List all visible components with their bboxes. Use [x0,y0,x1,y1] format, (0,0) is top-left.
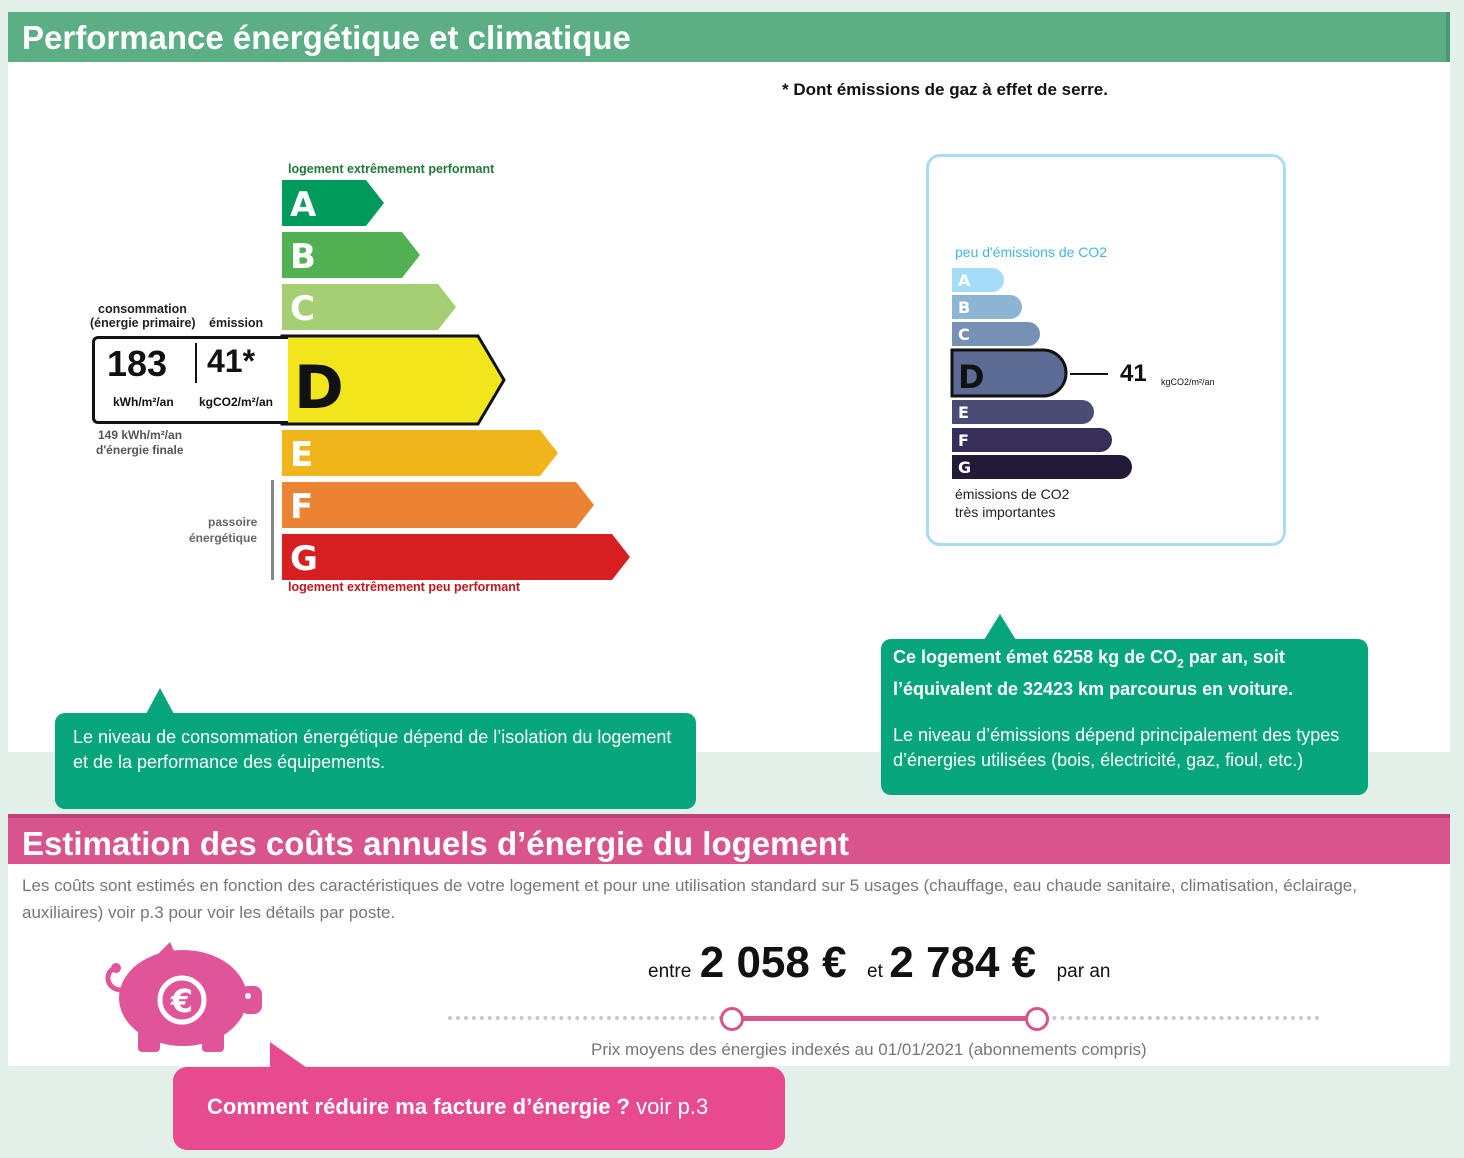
climate-class-b-letter: B [958,298,971,317]
climate-bottom-label-line1: émissions de CO2 [955,486,1070,502]
cost-per-year-label: par an [1056,961,1111,982]
energy-class-e-bar [280,428,562,478]
reduce-bill-bubble[interactable] [173,1067,785,1150]
energy-class-a-letter: A [290,185,317,225]
cost-between-label: entre [648,961,692,982]
energy-bottom-label: logement extrêmement peu performant [288,580,520,594]
climate-bubble-pointer [984,614,1016,640]
climate-bottom-label-line2: très importantes [955,504,1056,520]
climate-class-f-bar [950,426,1116,454]
energy-class-d-letter: D [294,353,344,423]
box-divider [195,343,197,383]
climate-info-bubble [881,639,1368,795]
energy-info-bubble [55,713,696,809]
climate-class-d-bar [950,348,1070,398]
climate-class-c-letter: C [958,325,970,344]
reduce-bill-link[interactable]: voir p.3 [630,1094,709,1119]
emission-value: 41* [207,343,256,379]
cost-section-title: Estimation des coûts annuels d’énergie du logement [8,814,1450,864]
emission-header: émission [209,316,264,330]
svg-text:€: € [170,982,194,1020]
consumption-header-line2: (énergie primaire) [90,316,196,330]
cost-range [648,938,1110,988]
consumption-header [98,302,187,316]
climate-class-g-letter: G [958,458,972,477]
reduce-bubble-pointer [270,1042,310,1070]
climate-class-e-bar [950,398,1098,426]
climate-statement-part2: par an, soit [1183,647,1285,667]
ges-footnote: * Dont émissions de gaz à effet de serre. [782,80,1108,99]
energy-class-g-letter: G [290,539,318,579]
emission-unit: kgCO2/m²/an [199,395,274,409]
climate-top-label: peu d'émissions de CO2 [955,244,1108,260]
energy-class-b-letter: B [290,237,316,277]
consumption-unit: kWh/m²/an [113,395,174,409]
climate-class-c-bar [950,320,1044,348]
passoire-line1: passoire [208,515,258,529]
cost-and-label: et [867,961,883,982]
reduce-bill-question: Comment réduire ma facture d’énergie ? [207,1094,630,1119]
climate-pointer-line [1070,373,1108,375]
passoire-bracket [271,480,274,580]
consumption-header-line1: consommation [98,302,187,316]
energy-prices-note: Prix moyens des énergies indexés au 01/01/2021 (abonnements compris) [591,1040,1147,1059]
passoire-line2: énergétique [189,531,258,545]
climate-class-g-bar [950,453,1136,481]
consumption-box [92,336,288,424]
energy-class-g-bar [280,532,634,582]
consumption-value: 183 [107,343,168,384]
energy-bubble-pointer [146,688,174,714]
climate-class-f-letter: F [958,431,969,450]
performance-section-title: Performance énergétique et climatique [8,12,1450,62]
energy-class-d-bar [280,334,508,426]
climate-value: 41 [1120,360,1147,387]
climate-class-b-bar [950,293,1026,321]
energy-class-f-letter: F [290,487,314,527]
cost-max-handle [1025,1007,1049,1031]
energy-class-a-bar [280,178,388,228]
energy-class-e-letter: E [290,435,314,475]
climate-unit: kgCO2/m²/an [1161,377,1215,387]
energy-class-c-bar [280,282,460,332]
final-energy-line1: 149 kWh/m²/an [98,428,183,442]
cost-range-fill [732,1016,1037,1021]
energy-class-c-letter: C [290,289,315,329]
cost-min-value: 2 058 € [699,938,847,987]
climate-class-e-letter: E [958,403,969,422]
energy-top-label: logement extrêmement performant [288,162,495,176]
cost-max-value: 2 784 € [889,938,1037,987]
cost-panel [8,864,1450,1066]
energy-class-f-bar [280,480,598,530]
climate-statement-part1: Ce logement émet 6258 kg de CO [893,647,1178,667]
climate-class-a-bar [950,266,1008,294]
energy-class-b-bar [280,230,424,280]
cost-description: Les coûts sont estimés en fonction des caractéristiques de votre logement et pour une utilisation standard sur 5 usages (chauffage, eau chaude sanitaire, climatisation, éclairage, auxiliaires) voir p.3 pour voir les détails par poste. [22,876,1357,922]
climate-emission-statement [893,645,1356,702]
piggy-bank-icon [98,938,268,1056]
climate-statement-subscript: 2 [1177,656,1184,671]
energy-info-text: Le niveau de consommation énergétique dépend de l’isolation du logement et de la performance des équipements. [73,727,672,772]
final-energy-line2: d'énergie finale [96,443,184,457]
climate-class-d-letter: D [958,358,985,396]
climate-statement-line2: l’équivalent de 32423 km parcourus en voiture. [893,678,1294,699]
climate-explanation: Le niveau d’émissions dépend principalement des types d’énergies utilisées (bois, électricité, gaz, fioul, etc.) [893,724,1340,770]
climate-class-a-letter: A [958,271,971,290]
cost-min-handle [720,1007,744,1031]
